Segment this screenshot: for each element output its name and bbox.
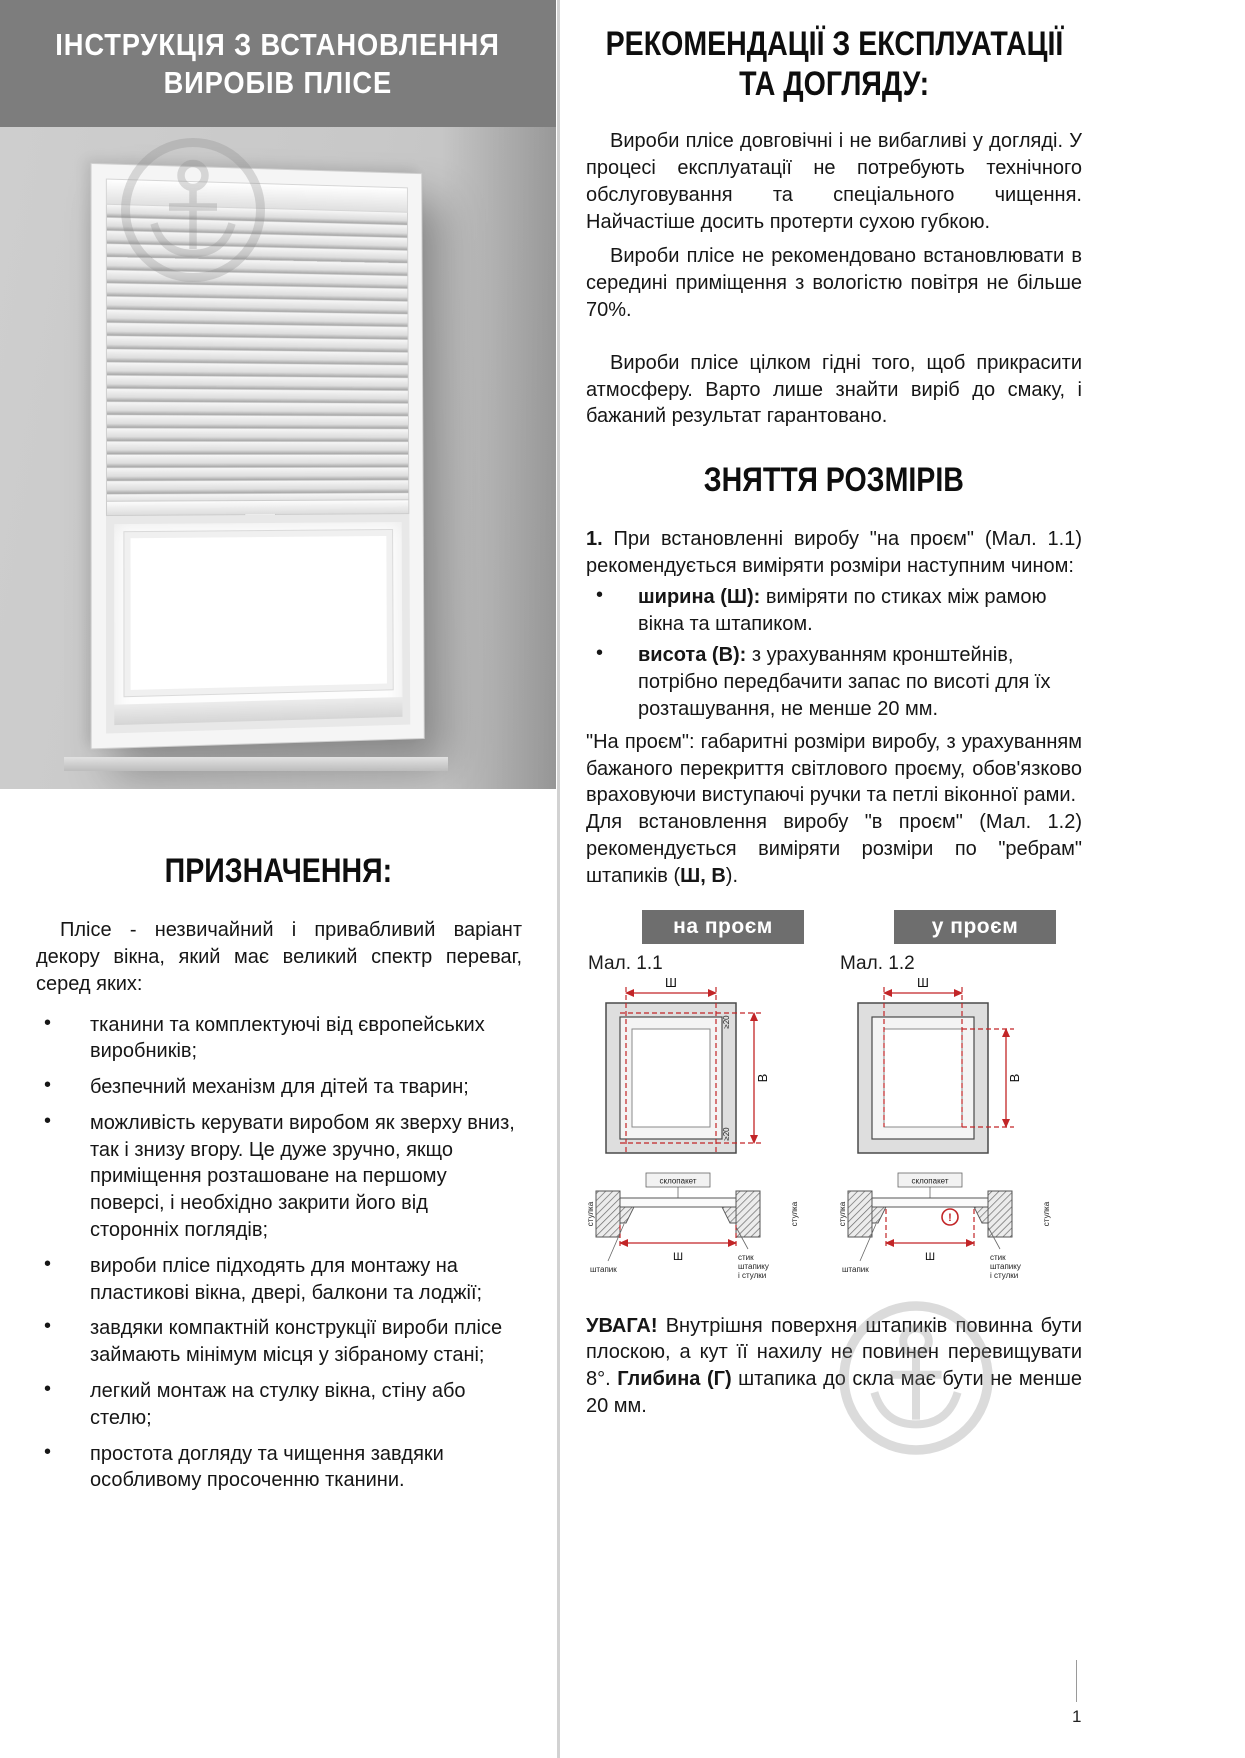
fig2-joint-label-2: штапику [990, 1261, 1021, 1271]
warning-text-1: Внутрішня поверхня штапиків повинна бути плоскою, а кут її нахилу не повинен перевищувати 8°. [586, 1314, 1082, 1391]
fig2-joint-label-3: і стулки [990, 1270, 1019, 1280]
bullet-text: тканини та комплектуючі від європейських виробників; [90, 1013, 485, 1063]
fig1-width-label: Ш [665, 976, 677, 990]
list-item [586, 642, 1082, 722]
warning-text-2: штапика до скла має бути не менше 20 мм. [586, 1368, 1082, 1418]
na-proem-paragraph: "На проєм": габаритні розміри виробу, з урахуванням бажаного перекриття світлового проєму, обов'язково враховуючи виступаючі ручки та петлі віконної рами. [586, 730, 1082, 807]
measuring-heading [586, 460, 1082, 500]
measuring-bullet-list [586, 584, 1082, 723]
bullet-text: вироби плісе підходять для монтажу на пластикові вікна, двері, балкони та лоджії; [90, 1254, 483, 1304]
list-item [36, 1253, 522, 1307]
fig1-section-width-label: Ш [672, 1250, 684, 1263]
fig2-glazing-label: склопакет [911, 1176, 949, 1186]
care-paragraph-2: Вироби плісе не рекомендовано встановлювати в середині приміщення з вологістю повітря не більше 70%. [586, 245, 1082, 321]
care-paragraph-3: Вироби плісе цілком гідні того, щоб прикрасити атмосферу. Варто лише знайти виріб до смаку, і бажаний результат гарантовано. [586, 351, 1082, 428]
care-paragraph-1: Вироби плісе довговічні і не вибагливі у догляді. У процесі експлуатації не потребують технічного обслуговування та спеціального чищення. Найчастіше досить протерти сухою губкою. [586, 130, 1082, 233]
bullet-term: висота (В): [638, 644, 747, 667]
window-frame [91, 163, 425, 749]
fig2-bead-label: штапик [842, 1264, 869, 1274]
fig1-sash-right-label: стулка [790, 1201, 799, 1226]
purpose-heading-text: ПРИЗНАЧЕННЯ: [164, 852, 392, 890]
fig1-bead-label: штапик [590, 1264, 617, 1274]
fig1-margin-bottom-label: ≥20 [722, 1127, 731, 1141]
list-item [36, 1012, 522, 1066]
care-heading-line2: ТА ДОГЛЯДУ: [738, 65, 930, 104]
bullet-text: легкий монтаж на стулку вікна, стіну або стелю; [90, 1380, 466, 1429]
v-proem-close: ). [725, 864, 739, 887]
fig2-joint-label-1: стик [990, 1252, 1006, 1262]
list-item [36, 1315, 522, 1369]
bullet-text: безпечний механізм для дітей та тварин; [90, 1076, 469, 1099]
fig1-joint-label-2: штапику [738, 1261, 769, 1271]
title-banner-line1: ІНСТРУКЦІЯ З ВСТАНОВЛЕННЯ [55, 27, 501, 63]
right-column [586, 24, 1082, 1420]
fig2-sash-right-label: стулка [1042, 1201, 1051, 1226]
fig2-drawing [838, 977, 1056, 1283]
purpose-intro: Плісе - незвичайний і привабливий варіант декору вікна, який має великий спектр переваг, серед яких: [36, 919, 522, 995]
care-heading-line1: РЕКОМЕНДАЦІЇ З ЕКСПЛУАТАЦІЇ [605, 25, 1063, 63]
page-footer [1072, 1660, 1081, 1727]
fig1-joint-label-1: стик [738, 1252, 754, 1262]
fig1-height-label: В [755, 1073, 770, 1082]
fig2-sash-left-label: стулка [838, 1201, 847, 1226]
wall-shadow [441, 127, 556, 789]
warning-bold-term: Глибина (Г) [617, 1368, 732, 1391]
column-divider [557, 0, 560, 1758]
fig2-section-width-label: Ш [924, 1250, 936, 1263]
fig2-width-label: Ш [917, 976, 929, 990]
figure-u-proem [838, 910, 1056, 1283]
list-item [36, 1110, 522, 1244]
footer-rule [1076, 1660, 1077, 1702]
fig1-joint-label-3: і стулки [738, 1270, 767, 1280]
warning-label: УВАГА! [586, 1314, 658, 1337]
bullet-text: простота догляду та чищення завдяки особливому просоченню тканини. [90, 1442, 444, 1492]
fig1-sash-left-label: стулка [586, 1201, 595, 1226]
list-item [586, 584, 1082, 638]
v-proem-bold: Ш, В [680, 864, 726, 887]
measuring-heading-text: ЗНЯТТЯ РОЗМІРІВ [703, 461, 965, 500]
bullet-term: ширина (Ш): [638, 585, 761, 608]
purpose-heading [0, 851, 556, 891]
bullet-text: з урахуванням кронштейнів, потрібно передбачити запас по висоті для їх розташування, не менше 20 мм. [638, 644, 1051, 721]
window-sash [124, 530, 392, 696]
page-number: 1 [1072, 1707, 1082, 1726]
window-glass [106, 514, 410, 733]
figure-label: Мал. 1.2 [840, 952, 915, 974]
measuring-figures [586, 910, 1082, 1283]
figure-banner: на проєм [642, 910, 804, 944]
care-heading [586, 24, 1082, 104]
figure-banner: у проєм [894, 910, 1056, 944]
window [91, 163, 425, 749]
warning-exclamation-icon: ! [948, 1211, 952, 1224]
title-banner-line2: ВИРОБІВ ПЛІСЕ [163, 64, 393, 100]
bullet-text: можливість керувати виробом як зверху вниз, так і знизу вгору. Це дуже зручно, якщо приміщення розташоване на першому поверсі, і необхідно закрити його від сторонніх поглядів; [90, 1111, 515, 1242]
fig1-drawing [586, 977, 804, 1283]
bullet-text: виміряти по стиках між рамою вікна та штапиком. [638, 585, 1047, 635]
window-sill [64, 757, 448, 771]
measuring-step-1 [586, 526, 1082, 580]
step-number: 1. [586, 528, 603, 551]
fig2-height-label: В [1007, 1073, 1022, 1082]
fig1-margin-top-label: ≥20 [722, 1015, 731, 1029]
list-item [36, 1441, 522, 1495]
step-text: При встановленні виробу "на проєм" (Мал. 1.1) рекомендується виміряти розміри наступним чином: [586, 528, 1082, 578]
list-item [36, 1378, 522, 1432]
figure-label: Мал. 1.1 [588, 952, 663, 974]
fig1-glazing-label: склопакет [659, 1176, 697, 1186]
figure-na-proem [586, 910, 804, 1283]
warning-paragraph [586, 1313, 1082, 1420]
v-proem-paragraph [586, 809, 1082, 889]
bullet-text: завдяки компактній конструкції вироби плісе займають мінімум місця у зібраному стані; [90, 1317, 503, 1367]
list-item [36, 1074, 522, 1101]
product-illustration [0, 127, 556, 789]
left-column [0, 0, 556, 1503]
pleated-blind [106, 205, 409, 501]
purpose-bullet-list [36, 1012, 522, 1495]
v-proem-text: Для встановлення виробу "в проєм" (Мал. 1.2) рекомендується виміряти розміри по "ребрам" штапиків ( [586, 811, 1082, 887]
title-banner [0, 0, 556, 127]
